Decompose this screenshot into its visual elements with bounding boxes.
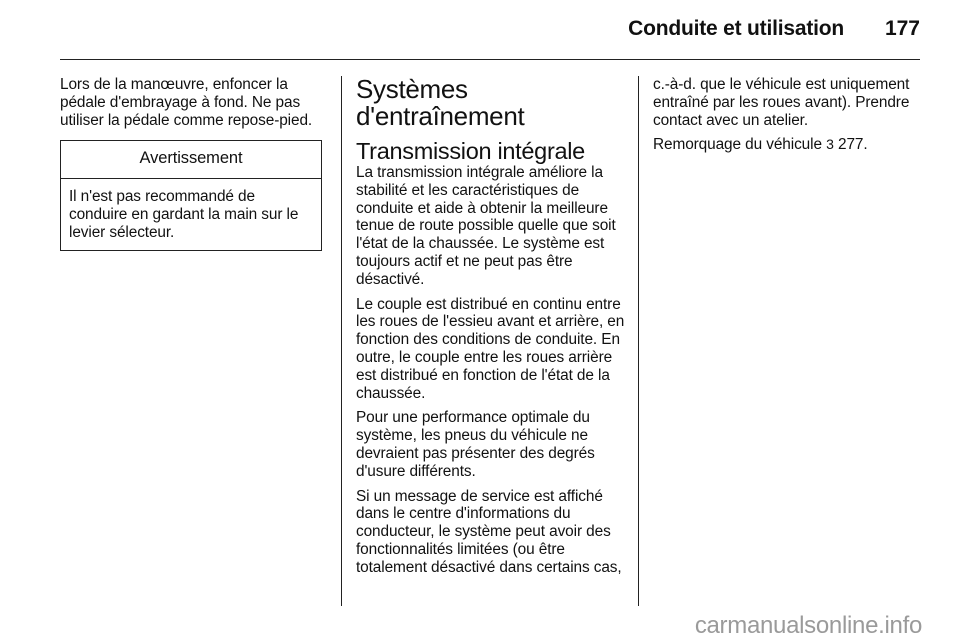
body-paragraph: Le couple est distribué en continu entre les roues de l'essieu avant et arrière, en fonction des conditions de conduite. En outre, le couple entre les roues arrière est distribué en fonction de l'état de la chaussée. — [356, 295, 625, 402]
header-title: Conduite et utilisation — [628, 17, 844, 40]
warning-box — [60, 140, 322, 250]
watermark: carmanualsonline.info — [694, 612, 922, 639]
intro-paragraph: Lors de la manœuvre, enfoncer la pédale d'embrayage à fond. Ne pas utiliser la pédale comme repose-pied. — [60, 76, 313, 129]
subsection-title: Transmission intégrale — [356, 138, 585, 164]
section-title: Systèmes d'entraînement — [356, 74, 525, 131]
towing-reference-text: Remorquage du véhicule — [653, 136, 822, 154]
page-number: 177 — [884, 17, 920, 40]
body-paragraph: Si un message de service est affiché dans le centre d'informations du conducteur, le système peut avoir des fonctionnalités limitées (ou être totalement désactivé dans certains cas, — [356, 487, 622, 576]
column-divider — [638, 76, 639, 606]
body-paragraph: Pour une performance optimale du système, les pneus du véhicule ne devraient pas présenter des degrés d'usure différents. — [356, 409, 595, 480]
warning-text: Il n'est pas recommandé de conduire en gardant la main sur le levier sélecteur. — [69, 188, 299, 241]
column-divider — [341, 76, 342, 606]
warning-title: Avertissement — [61, 141, 321, 179]
column-middle — [356, 76, 626, 584]
page-header — [0, 0, 960, 62]
header-divider — [60, 59, 920, 60]
column-left — [60, 76, 325, 251]
column-right — [653, 76, 918, 161]
reference-page-number: 277. — [837, 136, 868, 154]
body-paragraph: c.-à-d. que le véhicule est uniquement entraîné par les roues avant). Prendre contact avec un atelier. — [653, 76, 910, 129]
cross-reference[interactable] — [653, 136, 918, 154]
page-reference-icon: 3 — [826, 136, 834, 153]
body-paragraph: La transmission intégrale améliore la stabilité et les caractéristiques de conduite et aide à obtenir la meilleure tenue de route possible quelle que soit l'état de la chaussée. Le système est toujours actif et ne peut pas être désactivé. — [356, 164, 616, 288]
